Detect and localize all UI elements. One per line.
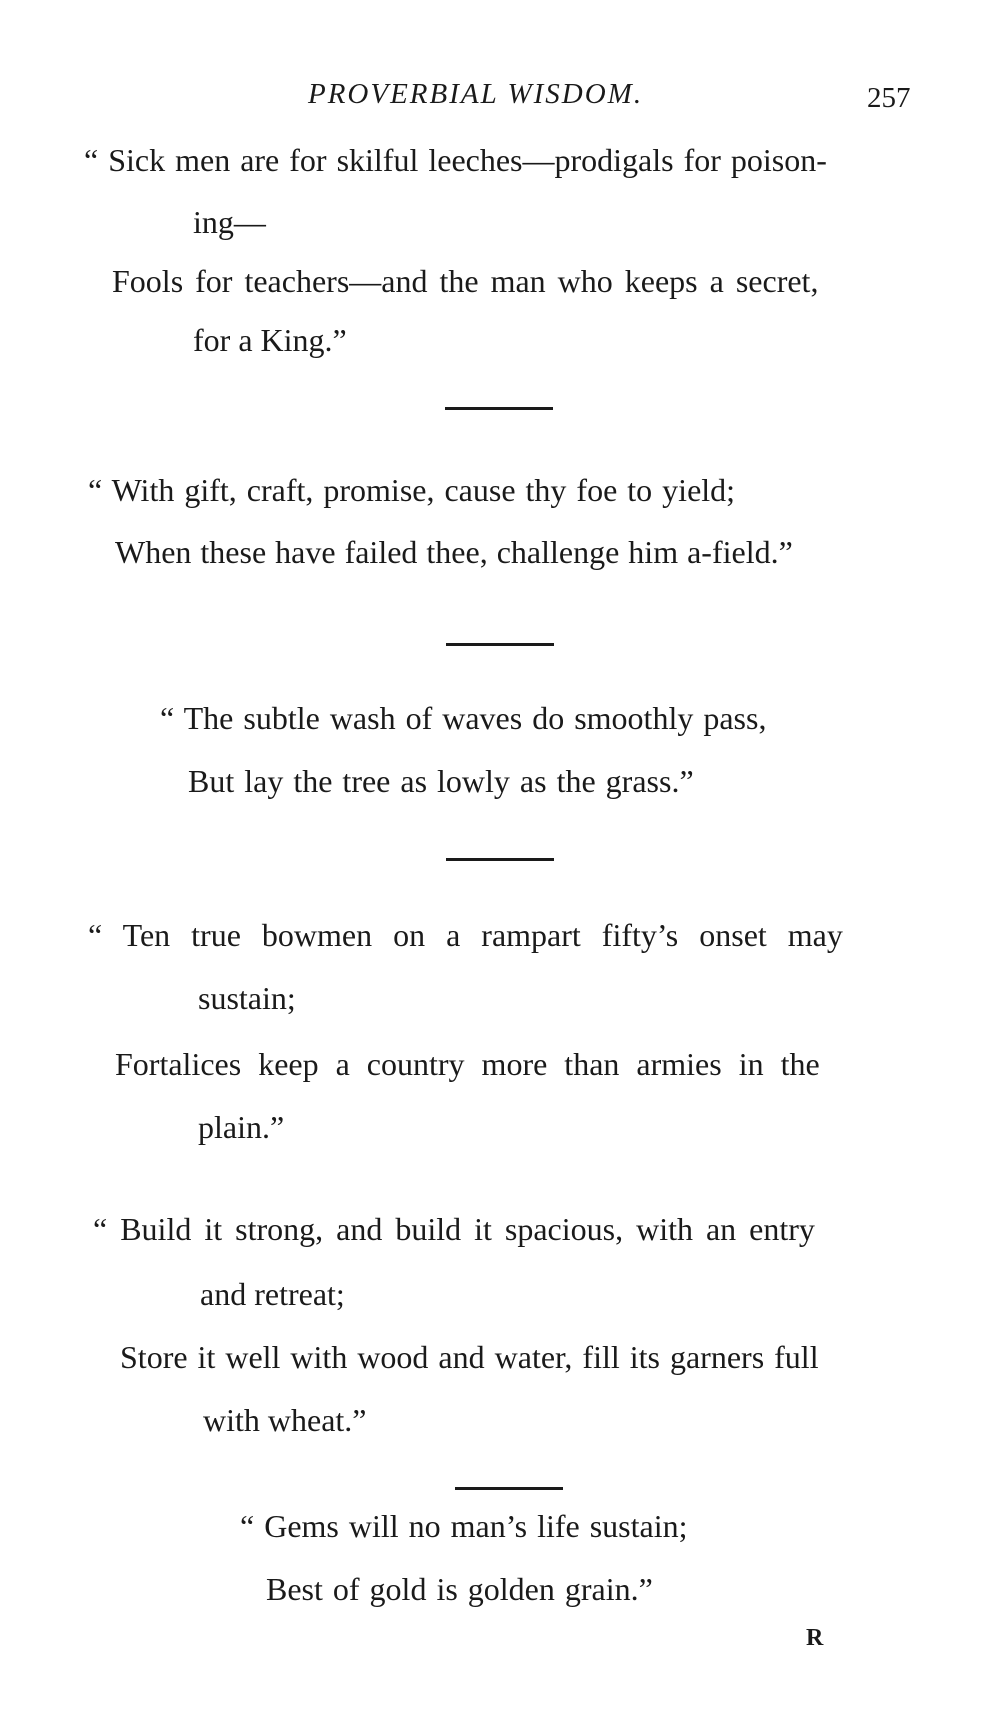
proverb-line: “ The subtle wash of waves do smoothly pass, xyxy=(160,700,767,736)
proverb-line: “ Build it strong, and build it spacious, with an entry xyxy=(93,1211,815,1247)
proverb-line: “ Gems will no man’s life sustain; xyxy=(240,1508,688,1544)
proverb-line: for a King.” xyxy=(193,322,347,358)
running-title: PROVERBIAL WISDOM. xyxy=(308,78,644,110)
proverb-line: When these have failed thee, challenge him a-field.” xyxy=(115,534,793,570)
proverb-line: Fortalices keep a country more than armies in the xyxy=(115,1046,820,1082)
proverb-line: Store it well with wood and water, fill its garners full xyxy=(120,1339,819,1375)
section-divider xyxy=(455,1487,563,1490)
section-divider xyxy=(445,407,553,410)
proverb-line: Fools for teachers—and the man who keeps a secret, xyxy=(112,263,819,299)
proverb-line: Best of gold is golden grain.” xyxy=(266,1571,653,1607)
proverb-line: “ Sick men are for skilful leeches—prodigals for poison- xyxy=(84,142,827,178)
signature-mark: R xyxy=(806,1625,824,1651)
proverb-line: sustain; xyxy=(198,980,296,1016)
proverb-line: and retreat; xyxy=(200,1276,345,1312)
proverb-line: “ Ten true bowmen on a rampart fifty’s onset may xyxy=(88,917,843,953)
proverb-line: ing— xyxy=(193,204,266,240)
section-divider xyxy=(446,858,554,861)
page-number: 257 xyxy=(867,82,911,114)
proverb-line: “ With gift, craft, promise, cause thy foe to yield; xyxy=(88,472,736,508)
section-divider xyxy=(446,643,554,646)
proverb-line: with wheat.” xyxy=(203,1402,367,1438)
proverb-line: But lay the tree as lowly as the grass.” xyxy=(188,763,694,799)
proverb-line: plain.” xyxy=(198,1109,285,1145)
